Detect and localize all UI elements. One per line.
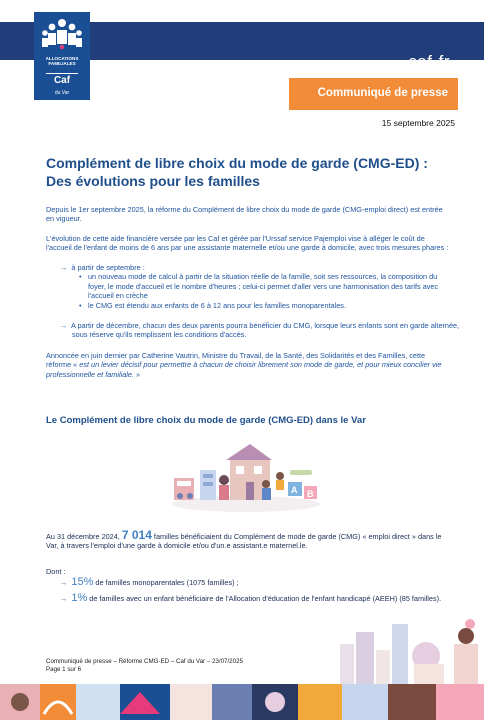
arrow-icon: → xyxy=(60,321,68,330)
arrow-icon: → xyxy=(60,578,68,587)
aid-paragraph: L'évolution de cette aide financière versée par les Caf et gérée par l'Urssaf service Pajemploi vise à alléger le coût de l'accueil de l'enfant de moins de 6 ans par une assistante maternelle et/ou une garde à domicile, avec trois mesures phares : xyxy=(46,234,449,253)
list-item: → à partir de septembre : xyxy=(60,263,145,272)
dont-label: Dont : xyxy=(46,567,66,576)
caf-fr-brand[interactable]: caf·fr xyxy=(408,52,450,71)
caf-logo xyxy=(34,12,90,100)
footer: Communiqué de presse – Réforme CMG-ED – Caf du Var – 23/07/2025 Page 1 sur 6 xyxy=(46,658,243,673)
measures-list xyxy=(60,263,450,310)
release-date: 15 septembre 2025 xyxy=(381,118,455,128)
decorative-pattern xyxy=(0,684,484,720)
press-release-badge: Communiqué de presse xyxy=(289,78,458,110)
logo-region: du Var xyxy=(54,90,70,96)
list-item: → 15% de familles monoparentales (1075 familles) ; xyxy=(60,576,239,588)
list-item: → 1% de familles avec un enfant bénéficiaire de l'Allocation d'éducation de l'enfant handicapé (AEEH) (85 familles). xyxy=(60,592,442,604)
list-item: → A partir de décembre, chacun des deux parents pourra bénéficier du CMG, lorsque leurs enfants sont en garde alternée, sous réserve qu'ils remplissent les conditions d'accès. xyxy=(60,321,460,340)
arrow-icon: → xyxy=(60,594,68,603)
page-title: Complément de libre choix du mode de garde (CMG-ED) : Des évolutions pour les familles xyxy=(46,155,428,189)
list-item: • le CMG est étendu aux enfants de 6 à 12 ans pour les familles monoparentales. xyxy=(88,301,450,310)
logo-divider xyxy=(46,73,78,74)
logo-text: ALLOCATIONS FAMILIALES xyxy=(45,56,79,66)
intro-paragraph: Depuis le 1er septembre 2025, la réforme du Complément de libre choix du mode de garde (CMG-emploi direct) est entrée en vigueur. xyxy=(46,205,443,224)
logo-caf: Caf xyxy=(53,75,71,86)
bottom-decorative-band xyxy=(0,684,484,720)
family-logo-icon xyxy=(40,16,84,54)
arrow-icon: → xyxy=(60,263,68,272)
list-item: • un nouveau mode de calcul à partir de la situation réelle de la famille, soit ses ressources, la composition du foyer, le mode d'accueil et le nombre d'heures ; celui-ci permet d'aller vers une harmonisation des tarifs avec l'accueil en crèche xyxy=(88,272,450,300)
stat-number: 7 014 xyxy=(121,528,152,542)
family-illustration xyxy=(168,440,324,514)
svg-text:A: A xyxy=(291,485,298,495)
minister-paragraph: Annoncée en juin dernier par Catherine Vautrin, Ministre du Travail, de la Santé, des Solidarités et des Familles, cette réforme « est un levier décisif pour permettre à chacun de choisir librement son mode de garde, et pour mieux concilier vie professionnelle et familiale. » xyxy=(46,351,442,379)
svg-text:B: B xyxy=(307,489,314,499)
city-illustration xyxy=(330,604,484,684)
stat-paragraph: Au 31 décembre 2024, 7 014 familles bénéficiaient du Complément de mode de garde (CMG) « emploi direct » dans le Var, à travers l'emploi d'une garde à domicile et/ou d'un.e assistant.e maternel.le. xyxy=(46,528,442,551)
section-title: Le Complément de libre choix du mode de garde (CMG-ED) dans le Var xyxy=(46,415,366,426)
